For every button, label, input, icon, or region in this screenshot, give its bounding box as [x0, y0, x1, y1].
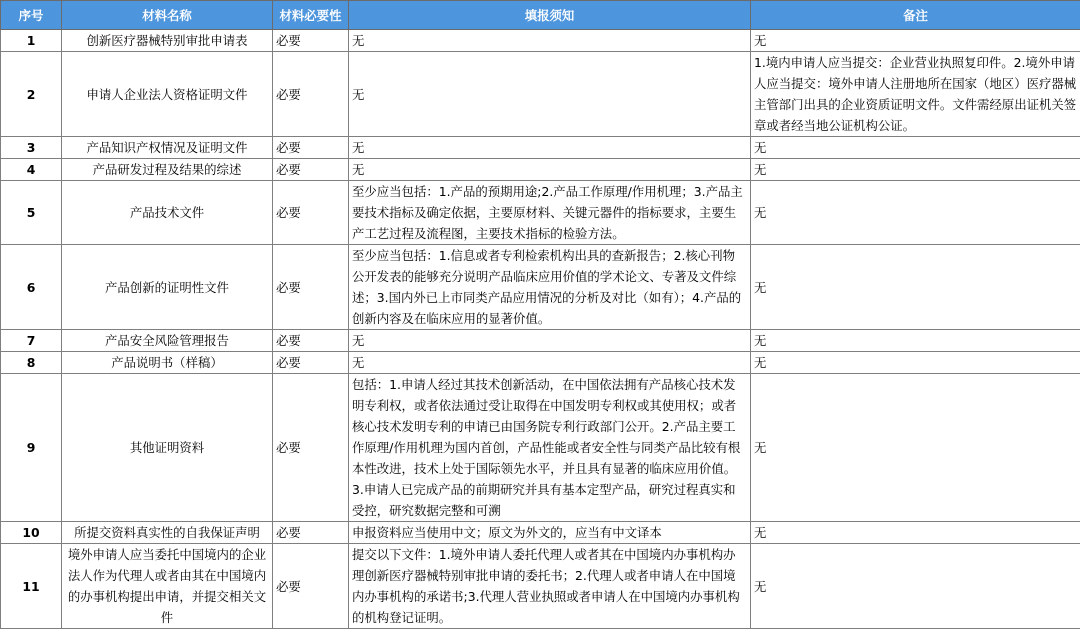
cell-num[interactable]: 3: [1, 137, 62, 159]
cell-required[interactable]: 必要: [273, 181, 349, 245]
table-row: [1, 245, 1080, 330]
cell-notice[interactable]: 无: [349, 52, 751, 137]
cell-notice[interactable]: 至少应当包括：1.信息或者专利检索机构出具的查新报告；2.核心刊物公开发表的能够充分说明产品临床应用价值的学术论文、专著及文件综述；3.国内外已上市同类产品应用情况的分析及对比（如有）；4.产品的创新内容及在临床应用的显著价值。: [349, 245, 751, 330]
table-row: [1, 52, 1080, 137]
cell-required[interactable]: 必要: [273, 137, 349, 159]
table-row: [1, 30, 1080, 52]
table-row: [1, 352, 1080, 374]
cell-num[interactable]: 2: [1, 52, 62, 137]
cell-remark[interactable]: 无: [751, 544, 1080, 629]
cell-num[interactable]: 1: [1, 30, 62, 52]
cell-num[interactable]: 5: [1, 181, 62, 245]
table-row: [1, 159, 1080, 181]
cell-remark[interactable]: 无: [751, 245, 1080, 330]
header-row: [1, 1, 1080, 30]
cell-num[interactable]: 9: [1, 374, 62, 522]
cell-name[interactable]: 创新医疗器械特别审批申请表: [62, 30, 273, 52]
cell-name[interactable]: 产品知识产权情况及证明文件: [62, 137, 273, 159]
cell-notice[interactable]: 无: [349, 137, 751, 159]
table-row: [1, 181, 1080, 245]
table-row: [1, 137, 1080, 159]
cell-notice[interactable]: 无: [349, 352, 751, 374]
table-row: [1, 374, 1080, 522]
cell-num[interactable]: 7: [1, 330, 62, 352]
table-row: [1, 330, 1080, 352]
column-header-num[interactable]: 序号: [1, 1, 62, 30]
cell-remark[interactable]: 无: [751, 352, 1080, 374]
cell-name[interactable]: 其他证明资料: [62, 374, 273, 522]
cell-name[interactable]: 产品安全风险管理报告: [62, 330, 273, 352]
cell-required[interactable]: 必要: [273, 352, 349, 374]
cell-required[interactable]: 必要: [273, 544, 349, 629]
cell-required[interactable]: 必要: [273, 245, 349, 330]
table-row: [1, 544, 1080, 629]
cell-required[interactable]: 必要: [273, 374, 349, 522]
cell-notice[interactable]: 无: [349, 30, 751, 52]
cell-remark[interactable]: 无: [751, 522, 1080, 544]
cell-remark[interactable]: 无: [751, 374, 1080, 522]
cell-remark[interactable]: 1.境内申请人应当提交：企业营业执照复印件。2.境外申请人应当提交：境外申请人注册地所在国家（地区）医疗器械主管部门出具的企业资质证明文件。文件需经原出证机关签章或者经当地公证机构公证。: [751, 52, 1080, 137]
cell-name[interactable]: 所提交资料真实性的自我保证声明: [62, 522, 273, 544]
cell-required[interactable]: 必要: [273, 159, 349, 181]
cell-name[interactable]: 产品研发过程及结果的综述: [62, 159, 273, 181]
cell-required[interactable]: 必要: [273, 330, 349, 352]
column-header-remark[interactable]: 备注: [751, 1, 1080, 30]
cell-notice[interactable]: 包括：1.申请人经过其技术创新活动，在中国依法拥有产品核心技术发明专利权，或者依法通过受让取得在中国发明专利权或其使用权；或者核心技术发明专利的申请已由国务院专利行政部门公开。2.产品主要工作原理/作用机理为国内首创，产品性能或者安全性与同类产品比较有根本性改进，技术上处于国际领先水平，并且具有显著的临床应用价值。3.申请人已完成产品的前期研究并具有基本定型产品，研究过程真实和受控，研究数据完整和可溯: [349, 374, 751, 522]
column-header-required[interactable]: 材料必要性: [273, 1, 349, 30]
cell-required[interactable]: 必要: [273, 522, 349, 544]
cell-notice[interactable]: 申报资料应当使用中文；原文为外文的，应当有中文译本: [349, 522, 751, 544]
cell-num[interactable]: 10: [1, 522, 62, 544]
cell-name[interactable]: 产品技术文件: [62, 181, 273, 245]
table-row: [1, 522, 1080, 544]
cell-num[interactable]: 11: [1, 544, 62, 629]
cell-remark[interactable]: 无: [751, 181, 1080, 245]
cell-name[interactable]: 产品创新的证明性文件: [62, 245, 273, 330]
cell-notice[interactable]: 提交以下文件：1.境外申请人委托代理人或者其在中国境内办事机构办理创新医疗器械特别审批申请的委托书；2.代理人或者申请人在中国境内办事机构的承诺书;3.代理人营业执照或者申请人在中国境内办事机构的机构登记证明。: [349, 544, 751, 629]
cell-required[interactable]: 必要: [273, 52, 349, 137]
cell-notice[interactable]: 无: [349, 330, 751, 352]
cell-remark[interactable]: 无: [751, 30, 1080, 52]
cell-name[interactable]: 产品说明书（样稿）: [62, 352, 273, 374]
cell-name[interactable]: 境外申请人应当委托中国境内的企业法人作为代理人或者由其在中国境内的办事机构提出申请，并提交相关文件: [62, 544, 273, 629]
cell-remark[interactable]: 无: [751, 330, 1080, 352]
cell-remark[interactable]: 无: [751, 159, 1080, 181]
cell-remark[interactable]: 无: [751, 137, 1080, 159]
column-header-notice[interactable]: 填报须知: [349, 1, 751, 30]
cell-num[interactable]: 6: [1, 245, 62, 330]
cell-notice[interactable]: 至少应当包括：1.产品的预期用途;2.产品工作原理/作用机理；3.产品主要技术指标及确定依据，主要原材料、关键元器件的指标要求，主要生产工艺过程及流程图，主要技术指标的检验方法。: [349, 181, 751, 245]
cell-num[interactable]: 4: [1, 159, 62, 181]
cell-notice[interactable]: 无: [349, 159, 751, 181]
cell-num[interactable]: 8: [1, 352, 62, 374]
column-header-name[interactable]: 材料名称: [62, 1, 273, 30]
cell-required[interactable]: 必要: [273, 30, 349, 52]
cell-name[interactable]: 申请人企业法人资格证明文件: [62, 52, 273, 137]
